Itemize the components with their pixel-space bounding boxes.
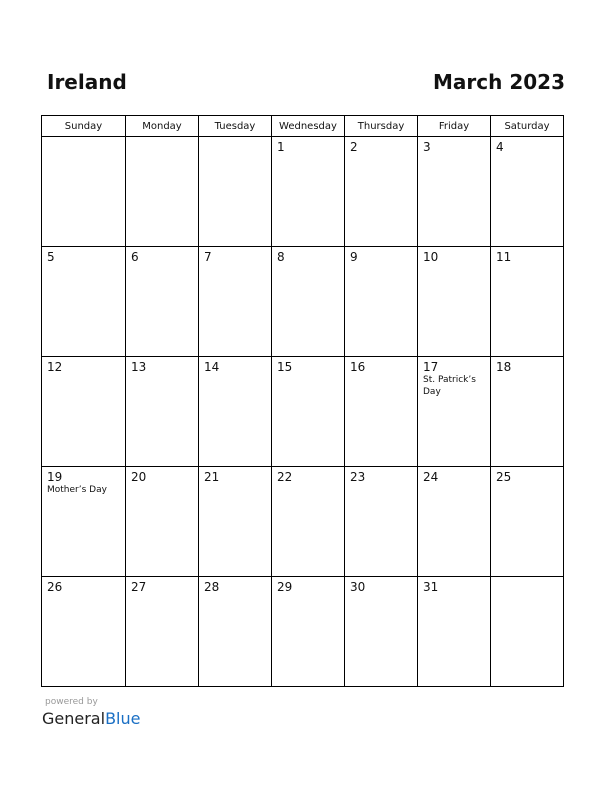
day-cell — [272, 247, 345, 357]
day-cell — [345, 467, 418, 577]
day-cell — [199, 577, 272, 687]
day-cell — [491, 247, 564, 357]
day-number: 14 — [204, 360, 220, 374]
day-number — [126, 137, 198, 140]
day-cell — [42, 247, 126, 357]
day-cell — [491, 577, 564, 687]
day-number: 15 — [277, 360, 293, 374]
weekday-header: Monday — [126, 116, 199, 137]
day-number: 11 — [496, 250, 512, 264]
weekday-header: Thursday — [345, 116, 418, 137]
week-row — [42, 247, 564, 357]
day-number: 6 — [131, 250, 139, 264]
day-number — [199, 137, 271, 140]
brand-logo-part1: General — [42, 709, 106, 728]
day-number: 10 — [423, 250, 439, 264]
day-number: 27 — [131, 580, 147, 594]
day-cell — [418, 577, 491, 687]
day-cell — [42, 577, 126, 687]
day-cell — [345, 577, 418, 687]
day-number: 2 — [350, 140, 358, 154]
day-cell — [491, 357, 564, 467]
day-cell — [272, 577, 345, 687]
day-cell — [42, 467, 126, 577]
day-number: 24 — [423, 470, 439, 484]
day-number: 19 — [47, 470, 63, 484]
day-number: 3 — [423, 140, 431, 154]
day-cell — [126, 137, 199, 247]
brand-logo[interactable] — [42, 709, 140, 728]
day-cell — [42, 357, 126, 467]
day-number: 29 — [277, 580, 293, 594]
weekday-header: Saturday — [491, 116, 564, 137]
day-number: 30 — [350, 580, 366, 594]
weekday-header-row — [42, 116, 564, 137]
day-number: 8 — [277, 250, 285, 264]
day-cell — [345, 247, 418, 357]
day-cell — [491, 137, 564, 247]
weekday-header: Wednesday — [272, 116, 345, 137]
day-cell — [418, 357, 491, 467]
day-cell — [199, 247, 272, 357]
calendar-grid — [41, 115, 564, 687]
month-year-title: March 2023 — [433, 70, 565, 94]
day-number: 17 — [423, 360, 439, 374]
day-cell — [126, 467, 199, 577]
day-cell — [345, 137, 418, 247]
day-cell — [491, 467, 564, 577]
day-number: 1 — [277, 140, 285, 154]
week-row — [42, 467, 564, 577]
day-cell — [418, 137, 491, 247]
day-number: 7 — [204, 250, 212, 264]
week-row — [42, 357, 564, 467]
holiday-label: St. Patrick’s Day — [423, 375, 476, 397]
day-number: 22 — [277, 470, 293, 484]
day-cell — [418, 247, 491, 357]
day-number: 20 — [131, 470, 147, 484]
day-cell — [126, 357, 199, 467]
day-number: 26 — [47, 580, 63, 594]
day-number — [42, 137, 125, 140]
holiday-label: Mother’s Day — [47, 485, 107, 495]
day-cell — [272, 137, 345, 247]
country-title: Ireland — [47, 70, 127, 94]
day-number: 18 — [496, 360, 512, 374]
day-number: 21 — [204, 470, 220, 484]
day-cell — [418, 467, 491, 577]
day-number: 16 — [350, 360, 366, 374]
day-cell — [42, 137, 126, 247]
day-cell — [199, 357, 272, 467]
weekday-header: Sunday — [42, 116, 126, 137]
day-cell — [126, 247, 199, 357]
day-number: 12 — [47, 360, 63, 374]
day-cell — [199, 467, 272, 577]
week-row — [42, 577, 564, 687]
day-number — [491, 577, 563, 580]
day-number: 25 — [496, 470, 512, 484]
day-number: 31 — [423, 580, 439, 594]
day-cell — [126, 577, 199, 687]
day-cell — [199, 137, 272, 247]
day-cell — [345, 357, 418, 467]
day-number: 5 — [47, 250, 55, 264]
day-number: 9 — [350, 250, 358, 264]
weekday-header: Tuesday — [199, 116, 272, 137]
day-number: 28 — [204, 580, 220, 594]
day-cell — [272, 357, 345, 467]
day-number: 13 — [131, 360, 147, 374]
powered-by-text: powered by — [45, 697, 98, 707]
weekday-header: Friday — [418, 116, 491, 137]
brand-logo-part2: Blue — [105, 709, 141, 728]
day-cell — [272, 467, 345, 577]
day-number: 4 — [496, 140, 504, 154]
week-row — [42, 137, 564, 247]
day-number: 23 — [350, 470, 366, 484]
